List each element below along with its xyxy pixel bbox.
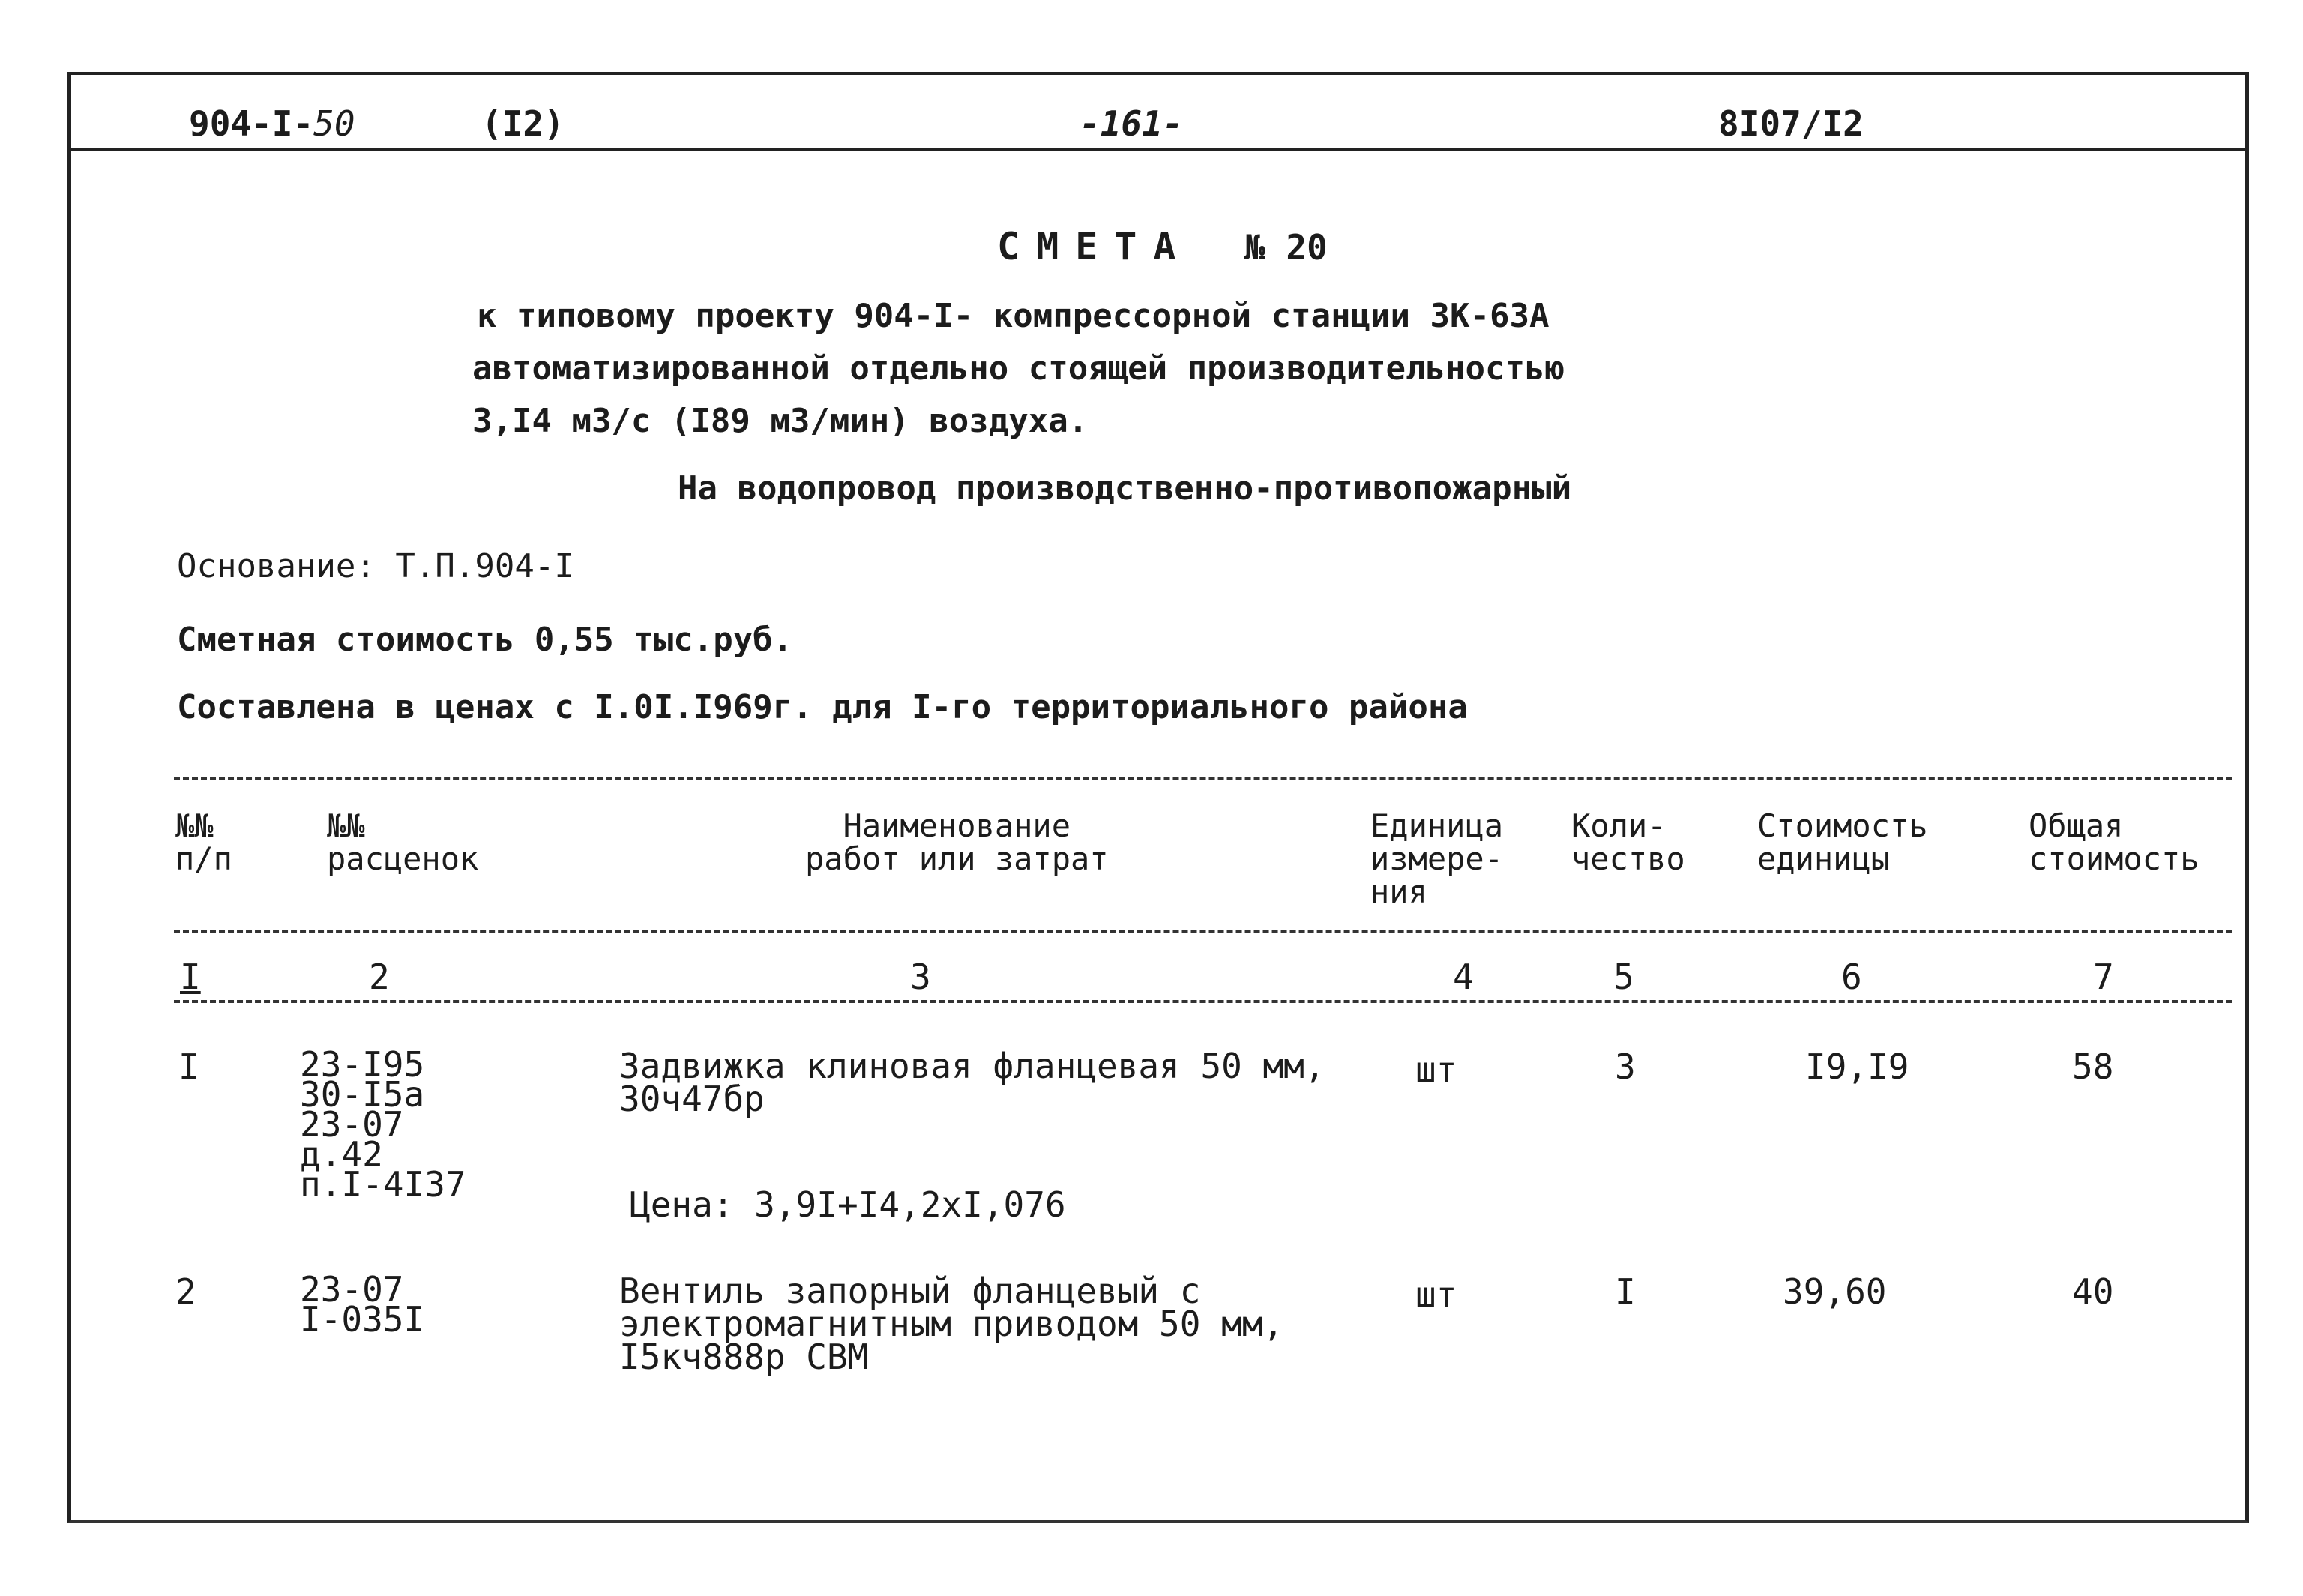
section-number: (I2): [481, 103, 565, 144]
project-number: 904-I-50: [189, 103, 355, 144]
row-number: I: [178, 1047, 199, 1087]
col-header-name: Наименование работ или затрат: [805, 807, 1109, 877]
item-name: Задвижка клиновая фланцевая 50 мм, 30ч47бр: [619, 1046, 1325, 1119]
rate-codes: 23-I95 30-I5а 23-07 д.42 п.I-4I37: [300, 1044, 466, 1205]
col-number-5: 5: [1613, 957, 1634, 997]
unit: шт: [1415, 1050, 1457, 1090]
quantity: 3: [1615, 1047, 1636, 1087]
unit-cost: 39,60: [1783, 1271, 1887, 1312]
document-code: 8I07/I2: [1718, 103, 1864, 144]
col-number-2: 2: [369, 957, 390, 997]
col-number-4: 4: [1453, 957, 1474, 997]
table-top-rule: [174, 777, 2232, 780]
title-line-2: автоматизированной отдельно стоящей производительностью: [472, 349, 1565, 388]
prices-line: Составлена в ценах с I.0I.I969г. для I-го территориального района: [177, 688, 1468, 726]
page-number: -161-: [1080, 103, 1184, 144]
col-number-3: 3: [910, 957, 931, 997]
item-name: Вентиль запорный фланцевый с электромагнитным приводом 50 мм, I5кч888р СВМ: [619, 1271, 1284, 1377]
col-header-unit: Единица измере- ния: [1370, 807, 1504, 910]
col-header-unit-cost: Стоимость единицы: [1757, 807, 1928, 877]
col-header-num: №№ п/п: [175, 807, 232, 877]
table-header-rule: [174, 930, 2232, 933]
estimate-number: № 20: [1244, 227, 1328, 268]
title-line-3: 3,I4 м3/с (I89 м3/мин) воздуха.: [472, 402, 1089, 440]
page-title: СМЕТА: [997, 225, 1193, 268]
unit: шт: [1415, 1274, 1457, 1315]
col-header-total: Общая стоимость: [2029, 807, 2200, 877]
row-number: 2: [175, 1271, 196, 1312]
title-line-1: к типовому проекту 904-I- компрессорной станции ЗК-63А: [477, 297, 1550, 335]
cost-line: Сметная стоимость 0,55 тыс.руб.: [177, 621, 793, 659]
basis-line: Основание: Т.П.904-I: [177, 547, 574, 585]
total-cost: 40: [2072, 1271, 2114, 1312]
header-divider: [67, 148, 2249, 151]
col-number-7: 7: [2093, 957, 2114, 997]
col-number-6: 6: [1841, 957, 1862, 997]
col-number-1: I: [180, 957, 201, 997]
col-header-codes: №№ расценок: [327, 807, 479, 877]
total-cost: 58: [2072, 1047, 2114, 1087]
unit-cost: I9,I9: [1805, 1047, 1909, 1087]
column-number-rule: [174, 1000, 2232, 1003]
price-note: Цена: 3,9I+I4,2хI,076: [630, 1184, 1066, 1225]
estimate-subject: На водопровод производственно-противопожарный: [678, 469, 1572, 508]
rate-codes: 23-07 I-035I: [300, 1269, 425, 1340]
col-header-qty: Коли- чество: [1571, 807, 1685, 877]
quantity: I: [1615, 1271, 1636, 1312]
